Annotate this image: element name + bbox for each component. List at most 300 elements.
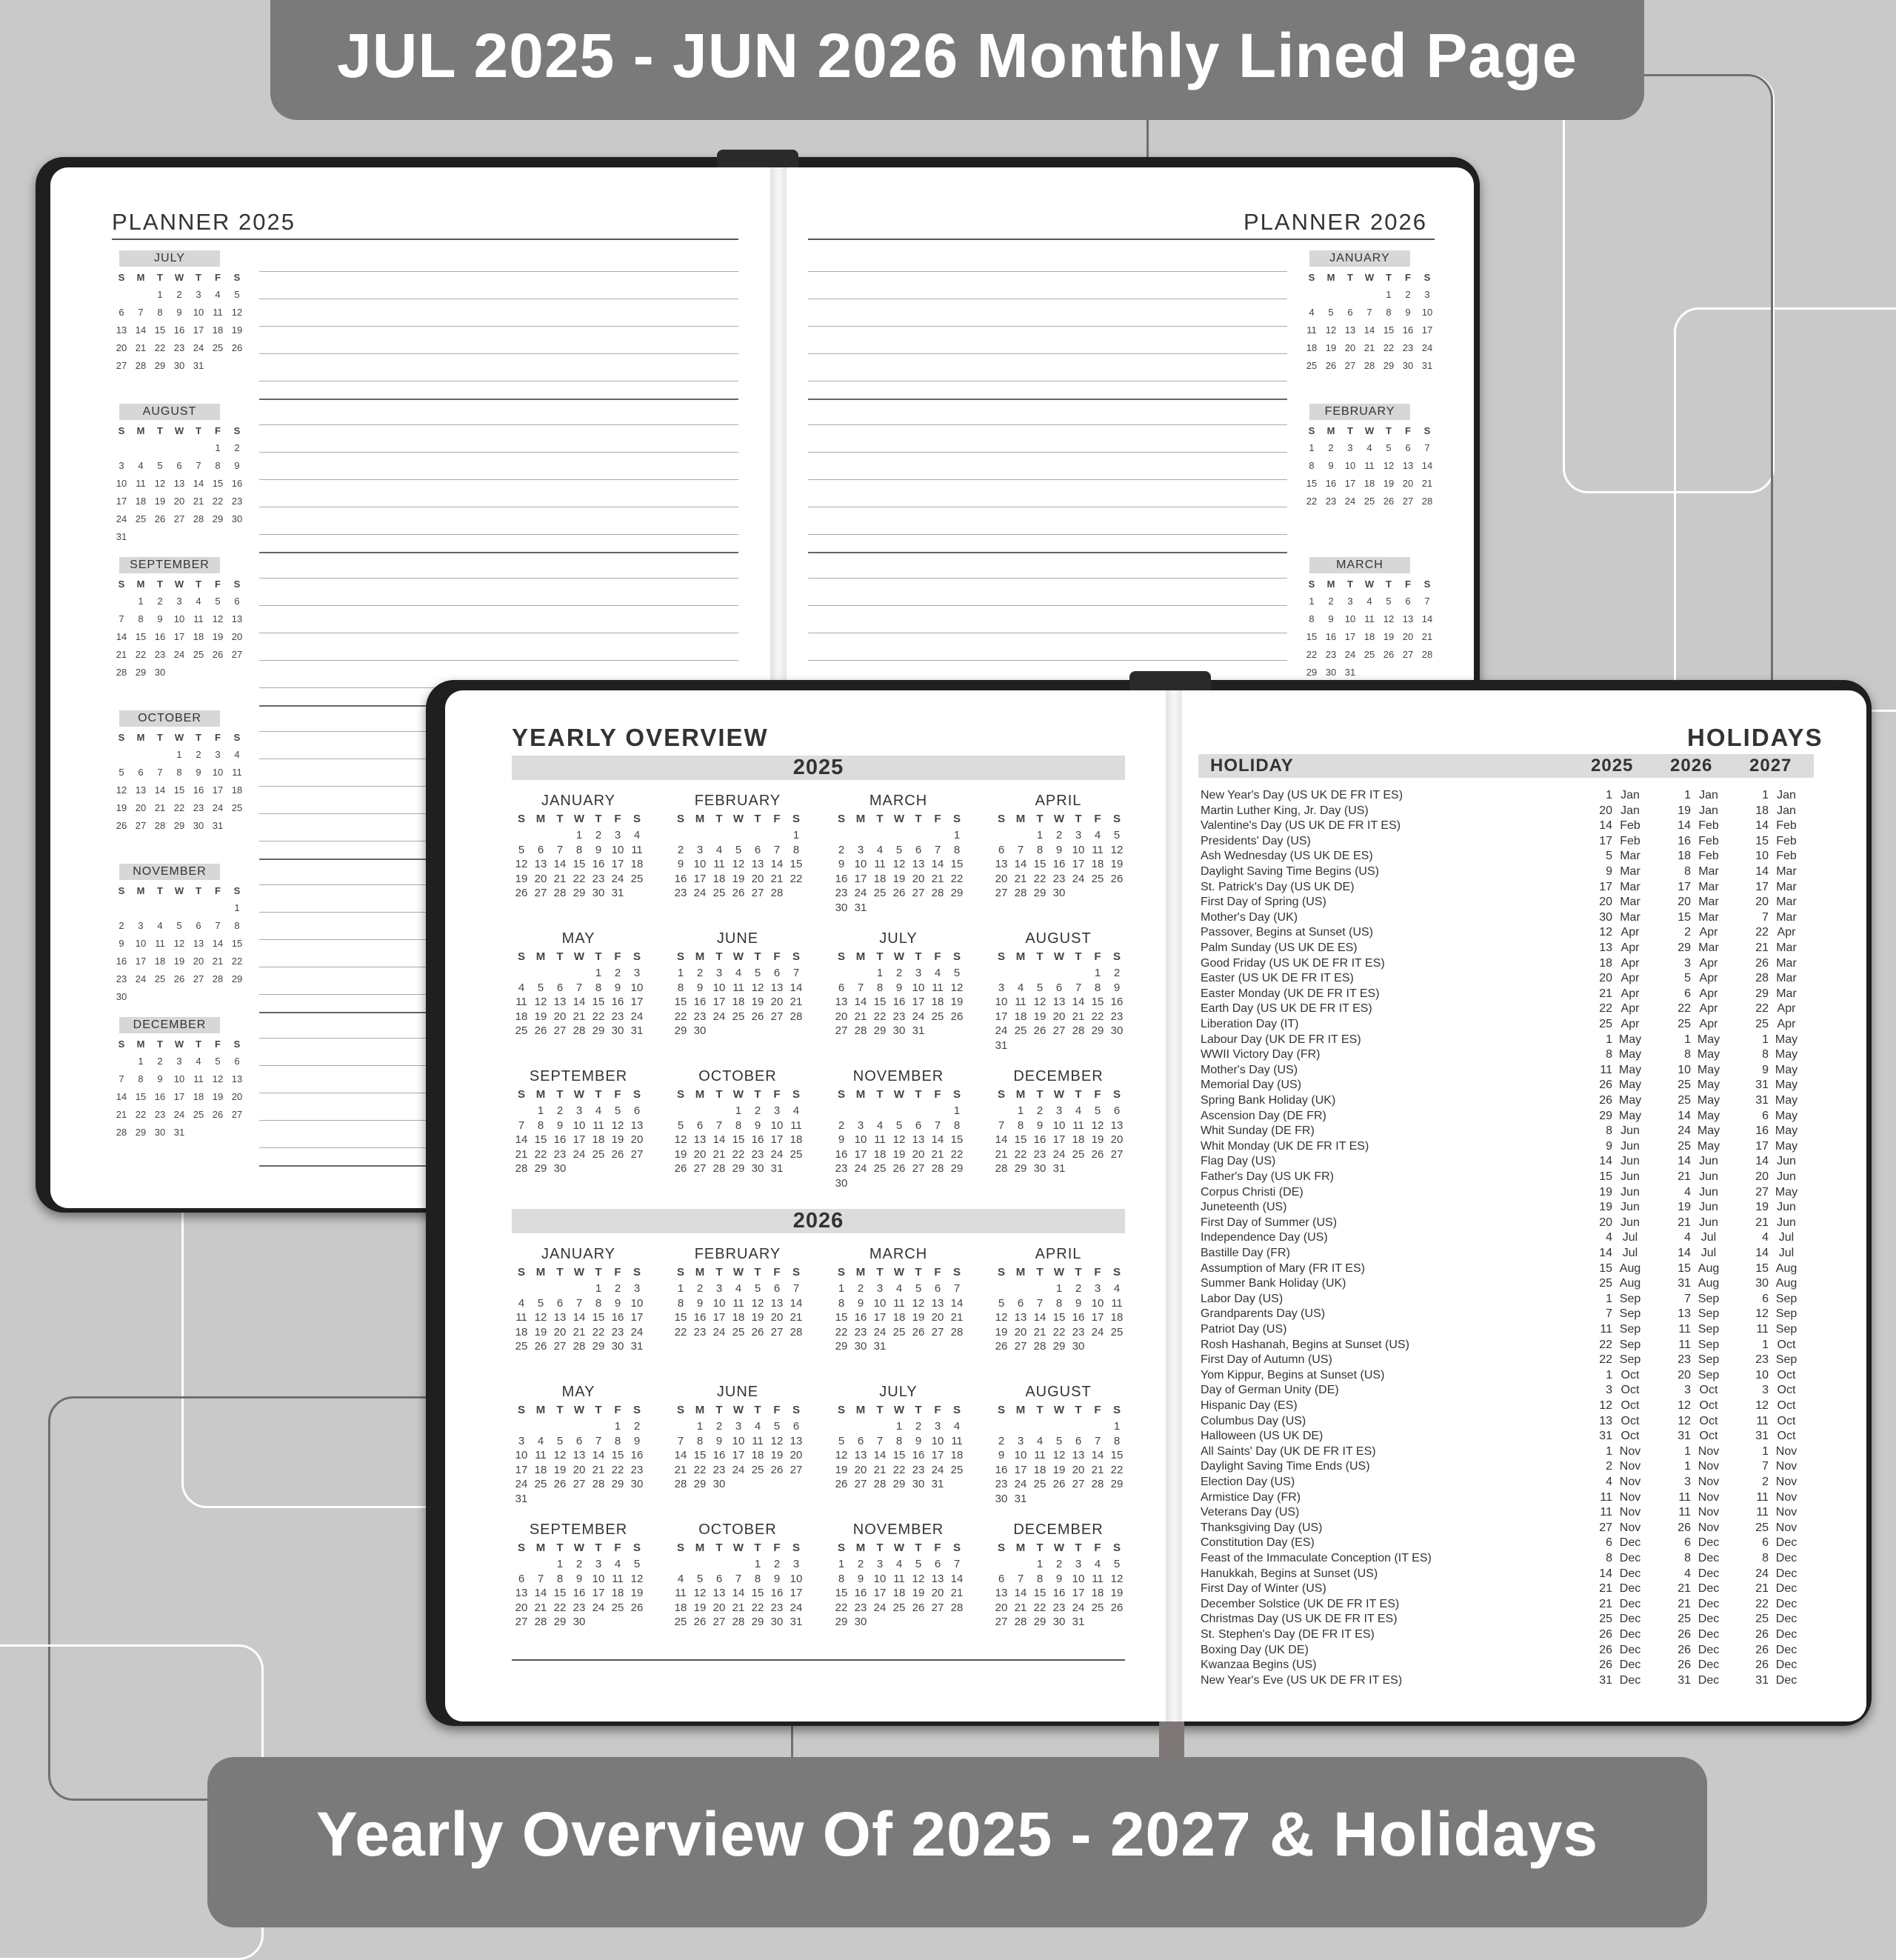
weekday-label: T [915,1541,922,1554]
day-cell: 23 [154,1109,166,1120]
day-cell: 27 [1014,1340,1027,1353]
day-cell: 5 [556,1434,564,1447]
day-cell: 13 [573,1449,586,1461]
weekday-label: S [676,1404,684,1416]
month-divider [259,552,738,553]
week-row [992,1133,1125,1147]
day-cell: 2 [633,1420,641,1433]
holiday-name: Christmas Day (US UK DE FR IT ES) [1201,1613,1398,1626]
holiday-day: 16 [1678,834,1691,847]
week-row [992,1339,1125,1354]
day-cell: 16 [553,1133,567,1146]
weekday-label: T [157,425,163,436]
day-cell: 12 [770,1434,784,1447]
holiday-row [1201,1597,1808,1613]
day-cell: 12 [950,981,964,994]
day-cell: 28 [770,887,784,899]
week-row [112,970,243,988]
week-row [832,995,965,1010]
day-cell [767,1477,787,1492]
weekday-label: T [1036,1541,1044,1554]
day-cell: 5 [1113,829,1121,841]
week-row [512,1296,645,1311]
day-cell [589,1161,608,1176]
weekday-label: S [118,885,125,896]
holiday-day: 2 [1684,926,1691,939]
week-row [1302,357,1433,375]
day-cell: 27 [995,887,1008,899]
holiday-month: Dec [1775,1613,1797,1626]
day-cell: 23 [835,1162,848,1175]
day-cell: 2 [575,1558,583,1570]
day-cell: 10 [573,1119,586,1132]
holiday-day: 11 [1756,1506,1769,1519]
day-cell: 23 [693,1325,707,1339]
holiday-month: Jan [1620,804,1640,817]
day-cell [710,1024,729,1039]
holiday-name: Daylight Saving Time Ends (US) [1201,1460,1370,1473]
day-cell: 1 [1036,829,1044,841]
weekday-label: M [1326,272,1335,283]
day-cell: 20 [1052,1010,1066,1023]
day-cell: 7 [876,1434,884,1447]
holiday-day: 22 [1678,1002,1691,1016]
year-col-header: 2026 [1670,756,1713,776]
holiday-day: 20 [1755,896,1769,909]
weekday-label: M [1015,813,1026,825]
holiday-day: 30 [1755,1277,1769,1290]
day-cell [909,1176,928,1191]
day-cell [1107,1492,1126,1507]
weekday-label: F [215,579,221,590]
weekday-label: F [215,425,221,436]
day-cell: 12 [534,996,547,1008]
day-cell: 8 [575,843,583,856]
day-cell: 20 [995,1601,1008,1614]
day-cell: 23 [1325,496,1337,507]
week-row [112,953,243,970]
weekday-label: S [632,1266,641,1279]
day-cell: 21 [515,1147,528,1161]
day-cell: 21 [873,1463,887,1476]
day-cell: 24 [854,1162,867,1175]
day-cell: 20 [931,1587,944,1599]
day-cell: 10 [1421,307,1433,318]
holiday-month: May [1775,1079,1798,1092]
day-cell: 6 [118,307,124,318]
day-cell: 10 [854,1133,867,1146]
weekday-label: T [196,579,201,590]
holiday-day: 8 [1684,1552,1691,1564]
day-cell: 7 [1366,307,1372,318]
day-cell: 1 [1055,1282,1063,1295]
day-cell: 14 [950,1296,964,1310]
day-cell: 14 [515,1133,528,1146]
day-cell: 14 [534,1587,547,1599]
bottom-banner: Yearly Overview Of 2025 - 2027 & Holidays [207,1757,1707,1927]
weekday-label: T [556,950,564,963]
week-row [832,1281,965,1296]
day-cell: 17 [135,956,147,967]
write-line [259,578,738,579]
day-cell: 11 [592,1119,604,1132]
day-cell: 21 [193,496,204,507]
holiday-month: Mar [1776,896,1797,909]
day-cell [1011,1419,1030,1434]
day-cell: 7 [556,843,564,856]
holiday-day: 1 [1606,1444,1612,1458]
day-cell: 15 [611,1449,624,1461]
day-cell: 28 [790,1010,803,1023]
day-cell [889,901,909,916]
write-line [259,452,738,453]
weekday-label: M [535,1088,546,1101]
day-cell: 26 [751,1010,764,1023]
week-row [671,1463,804,1478]
day-cell: 18 [751,1449,764,1461]
day-cell [208,664,227,681]
holiday-day: 1 [1606,1292,1612,1305]
day-cell: 5 [953,967,961,979]
day-cell: 14 [674,1449,687,1461]
day-cell: 13 [770,981,784,994]
holiday-day: 14 [1755,1155,1769,1168]
holiday-day: 18 [1599,956,1612,970]
day-cell: 8 [138,613,144,624]
day-cell: 7 [1017,843,1024,856]
day-cell [531,1557,550,1572]
weekday-label: W [1364,579,1375,590]
day-cell: 23 [611,1325,624,1339]
day-cell [627,1615,647,1630]
weekday-label: W [573,813,585,825]
day-cell: 24 [1052,1147,1066,1161]
day-cell [1011,966,1030,981]
weekday-label: M [855,1404,866,1416]
day-cell: 9 [838,1133,845,1146]
day-cell: 3 [857,843,864,856]
holiday-name: Easter Monday (UK DE FR IT ES) [1201,987,1380,1000]
day-cell: 17 [1052,1133,1066,1146]
day-cell: 20 [231,631,243,642]
day-cell: 17 [873,1311,887,1324]
holiday-month: Mar [1620,865,1640,878]
holiday-month: Nov [1775,1506,1797,1519]
holiday-day: 13 [1599,1414,1612,1427]
day-cell: 25 [751,1463,764,1476]
day-cell: 12 [1110,1572,1124,1585]
day-cell: 5 [915,1282,922,1295]
day-cell: 14 [790,981,803,994]
day-cell [512,1281,531,1296]
holiday-day: 7 [1606,1307,1612,1321]
day-cell: 16 [835,1147,848,1161]
day-cell: 24 [611,872,624,885]
day-cell: 22 [231,956,243,967]
month-name-label: MAY [561,1384,595,1400]
day-cell: 3 [215,749,221,760]
day-cell [1107,886,1126,901]
day-cell [690,1104,710,1119]
holiday-day: 25 [1678,1094,1691,1107]
holiday-day: 6 [1762,1536,1769,1550]
weekday-label: M [695,950,705,963]
holiday-day: 15 [1599,1170,1612,1183]
week-row [1302,610,1433,628]
weekday-label: W [1053,1266,1065,1279]
day-cell: 12 [553,1449,567,1461]
weekday-label: T [1036,1266,1044,1279]
holiday-month: Dec [1619,1597,1641,1610]
week-row [512,1339,645,1354]
holiday-month: Dec [1698,1613,1720,1626]
holiday-row [1201,910,1808,926]
day-cell: 9 [696,981,704,994]
holiday-month: Apr [1699,956,1718,970]
day-cell: 29 [950,1162,964,1175]
week-row [832,1448,965,1463]
holiday-month: Aug [1698,1277,1720,1290]
day-cell: 19 [674,1147,687,1161]
day-cell: 11 [951,1434,963,1447]
holiday-row [1201,971,1808,987]
day-cell: 9 [838,858,845,870]
holiday-name: Boxing Day (UK DE) [1201,1643,1309,1656]
day-cell: 12 [835,1449,848,1461]
holiday-day: 31 [1599,1673,1612,1687]
week-row [832,901,965,916]
day-cell: 7 [196,460,201,471]
week-row [992,1586,1125,1601]
holiday-day: 14 [1678,819,1691,833]
holiday-month: Oct [1777,1338,1796,1351]
day-cell [131,746,150,764]
week-row [992,1615,1125,1630]
day-cell [1107,1161,1126,1176]
week-row [992,1601,1125,1616]
day-cell: 4 [196,596,201,607]
day-cell: 27 [835,1024,848,1037]
day-cell: 22 [573,872,586,885]
day-cell: 30 [231,513,243,524]
day-cell: 19 [534,1325,547,1339]
day-cell: 6 [773,1282,781,1295]
holiday-month: Dec [1775,1567,1797,1580]
day-cell: 15 [1383,324,1395,336]
day-cell: 25 [193,649,204,660]
day-cell: 24 [116,513,127,524]
day-cell: 18 [1014,1010,1027,1023]
day-cell: 23 [630,1463,644,1476]
day-cell: 25 [892,1601,906,1614]
weekday-label: W [174,579,184,590]
holiday-day: 15 [1678,1261,1691,1275]
holiday-month: May [1697,1079,1720,1092]
day-cell: 1 [575,829,583,841]
weekday-label: S [952,1088,961,1101]
holiday-day: 1 [1762,1444,1769,1458]
week-row [512,886,645,901]
day-cell: 26 [116,820,127,831]
holiday-month: Nov [1619,1490,1641,1504]
holiday-day: 25 [1755,1613,1769,1626]
weekday-label: W [573,1404,585,1416]
day-cell: 16 [995,1463,1008,1476]
day-cell: 30 [751,1162,764,1175]
holiday-name: Assumption of Mary (FR IT ES) [1201,1261,1365,1275]
day-cell: 10 [135,938,147,949]
day-cell: 27 [534,887,547,899]
day-cell: 11 [713,858,725,870]
weekday-label: S [952,813,961,825]
day-cell: 26 [1052,1478,1066,1490]
day-cell: 24 [693,887,707,899]
day-cell: 16 [1052,858,1066,870]
day-cell: 23 [173,342,185,353]
holiday-month: May [1775,1109,1798,1122]
day-cell: 24 [515,1478,528,1490]
week-row [1302,628,1433,646]
holiday-month: Jun [1699,1216,1718,1229]
holiday-month: Jun [1620,1170,1640,1183]
day-cell: 23 [1110,1010,1124,1023]
day-cell: 19 [1110,858,1124,870]
day-cell: 13 [1110,1119,1124,1132]
day-cell: 31 [212,820,224,831]
holiday-name: Good Friday (US UK DE FR IT ES) [1201,956,1385,970]
day-cell: 1 [754,1558,761,1570]
day-cell: 5 [773,1420,781,1433]
holiday-month: Mar [1620,910,1640,924]
day-cell: 4 [876,843,884,856]
day-cell: 5 [537,981,544,994]
holiday-row [1201,1368,1808,1384]
day-cell: 7 [792,967,800,979]
day-cell [150,528,170,546]
day-cell: 11 [790,1119,802,1132]
day-cell: 10 [212,767,224,778]
day-cell: 2 [895,967,903,979]
holiday-row [1201,956,1808,972]
holiday-day: 27 [1599,1521,1612,1534]
day-cell: 15 [1014,1133,1027,1146]
day-cell: 12 [154,478,166,489]
day-cell: 5 [234,289,240,300]
weekday-label: S [1308,579,1315,590]
week-row [992,1434,1125,1449]
write-line [808,424,1287,425]
week-row [671,1104,804,1119]
day-cell: 25 [1072,1147,1085,1161]
weekday-label: S [118,272,125,283]
day-cell: 25 [1033,1478,1047,1490]
day-cell: 22 [873,1010,887,1023]
day-cell [909,1339,928,1354]
day-cell: 2 [614,967,621,979]
day-cell [570,1161,589,1176]
day-cell [748,1477,767,1492]
day-cell: 12 [1383,613,1395,624]
day-cell: 21 [950,1587,964,1599]
day-cell: 19 [950,996,964,1008]
weekday-label: T [876,1404,884,1416]
day-cell: 10 [712,1296,726,1310]
holiday-name: All Saints' Day (UK DE FR IT ES) [1201,1444,1376,1458]
day-cell: 19 [995,1325,1008,1339]
day-cell: 14 [1072,996,1085,1008]
holiday-day: 26 [1755,1643,1769,1656]
holiday-row [1201,1033,1808,1048]
day-cell: 10 [116,478,127,489]
day-cell [131,899,150,917]
holiday-row [1201,1139,1808,1155]
week-row [832,1161,965,1176]
day-cell: 27 [1344,360,1356,371]
day-cell: 12 [751,1296,764,1310]
weekday-label: M [136,579,145,590]
day-cell: 15 [892,1449,906,1461]
week-row [832,1601,965,1616]
holiday-month: Oct [1620,1368,1640,1381]
day-cell [1398,664,1418,681]
day-cell: 25 [630,872,644,885]
weekday-label: T [754,1404,761,1416]
day-cell: 21 [1072,1010,1085,1023]
holiday-name: Whit Sunday (DE FR) [1201,1124,1315,1138]
day-cell: 2 [234,442,240,453]
day-cell: 8 [1094,981,1101,994]
week-row [512,995,645,1010]
week-row [832,872,965,887]
day-cell [608,1492,627,1507]
weekday-label: M [136,1039,145,1050]
holiday-month: Dec [1619,1567,1641,1580]
holiday-name: New Year's Day (US UK DE FR IT ES) [1201,789,1403,801]
day-cell: 18 [1091,858,1104,870]
week-row [1302,646,1433,664]
week-row [832,857,965,872]
day-cell: 30 [835,1176,848,1190]
week-row [112,1106,243,1124]
week-row [512,1463,645,1478]
holiday-row [1201,864,1808,880]
holiday-day: 15 [1755,1261,1769,1275]
week-row [992,1325,1125,1340]
year-month [512,1382,645,1506]
day-cell: 10 [630,1296,644,1310]
day-cell [1107,1039,1126,1053]
week-row [512,1281,645,1296]
holiday-day: 8 [1762,1048,1769,1061]
day-cell: 26 [751,1325,764,1339]
holiday-day: 21 [1755,1216,1769,1229]
day-cell [1088,1339,1107,1354]
day-cell [589,1615,608,1630]
day-cell: 3 [857,1119,864,1132]
day-cell: 1 [895,1420,903,1433]
day-cell: 2 [1075,1282,1082,1295]
weekday-label: M [695,1088,705,1101]
mini-month [112,864,243,1006]
day-cell: 30 [1052,1616,1066,1628]
day-cell: 14 [873,1449,887,1461]
day-cell: 17 [630,996,644,1008]
day-cell: 6 [792,1420,800,1433]
week-row [671,1024,804,1039]
day-cell: 27 [630,1147,644,1161]
day-cell: 10 [770,1119,784,1132]
holiday-day: 11 [1678,1323,1691,1336]
